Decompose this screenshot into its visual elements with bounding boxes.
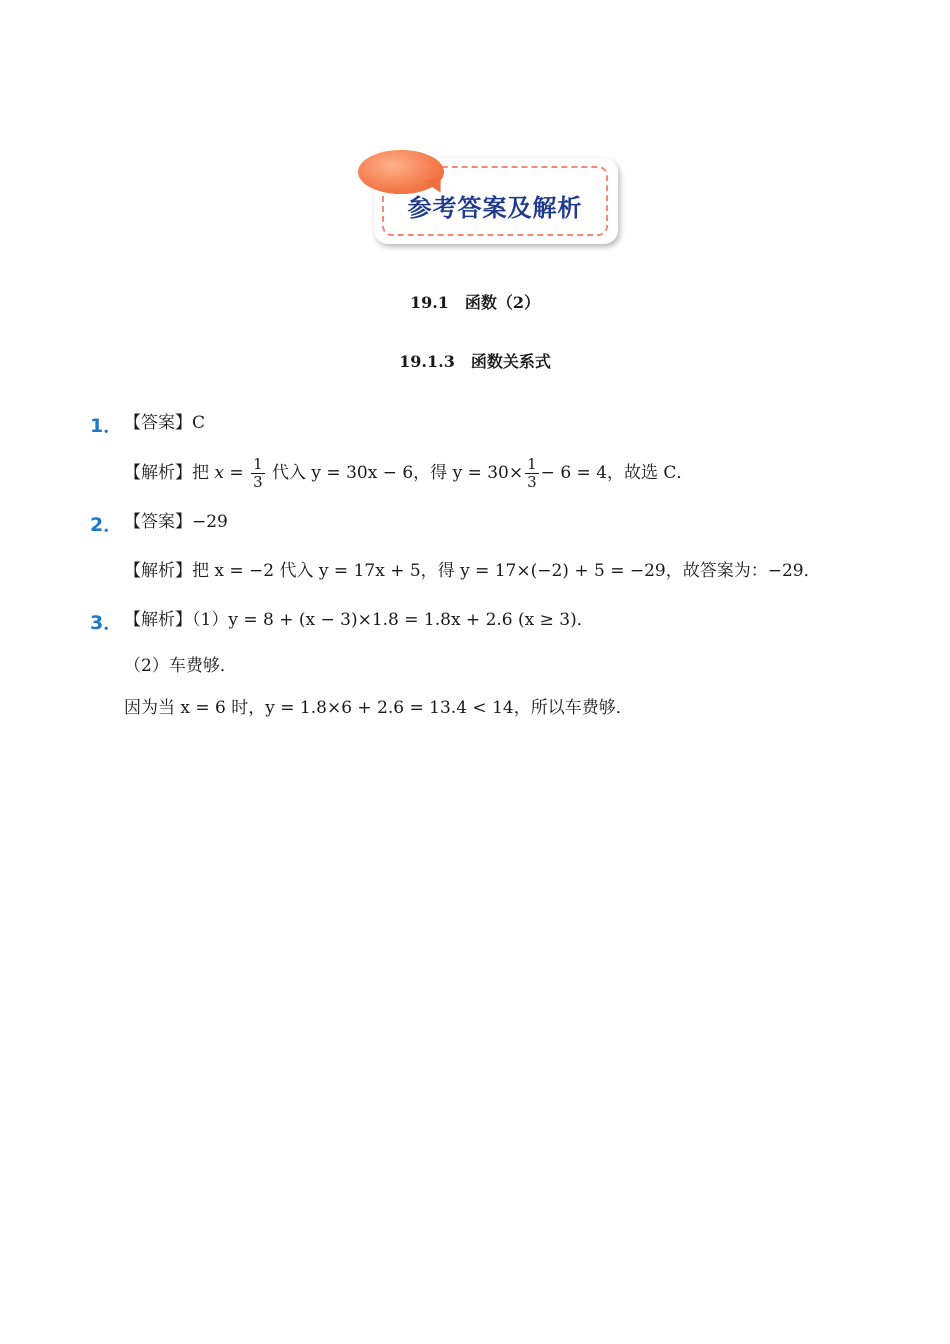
analysis-label: 【解析】	[124, 463, 192, 483]
text: ，得	[420, 561, 461, 581]
math-expression: y = 30x − 6	[311, 463, 414, 483]
math-expression: y = 1.8×6 + 2.6 = 13.4 < 14	[265, 698, 514, 718]
math-expression: − 6 = 4	[540, 463, 608, 483]
analysis-label: 【解析】	[124, 610, 192, 630]
text: ，所以车费够．	[513, 698, 633, 718]
text: ，得	[413, 463, 453, 483]
math-expression: x = 6	[180, 698, 226, 718]
answer-banner	[356, 148, 622, 250]
math-var: x	[214, 463, 224, 483]
question-2-analysis	[124, 559, 821, 583]
text: 因为当	[124, 698, 181, 718]
answer-label: 【答案】	[124, 512, 192, 532]
banner-title: 参考答案及解析	[407, 194, 583, 222]
subsection-heading: 19.1.3 函数关系式	[399, 352, 551, 371]
analysis-label: 【解析】	[124, 561, 192, 581]
fraction-denominator: 3	[253, 473, 263, 491]
text: 代入	[274, 561, 319, 581]
math-expression: y = 30×	[452, 463, 524, 483]
text: 代入	[266, 463, 312, 483]
fraction-numerator: 1	[253, 455, 263, 473]
answer-value: −29	[192, 512, 228, 532]
fraction	[525, 456, 539, 491]
part-label: （1）	[192, 610, 229, 630]
text: ，故选 C．	[607, 463, 694, 483]
math-eq: =	[224, 463, 250, 483]
math-expression: x = −2	[214, 561, 275, 581]
text: 时，	[225, 698, 266, 718]
fraction-numerator: 1	[527, 455, 537, 473]
math-expression: y = 8 + (x − 3)×1.8 = 1.8x + 2.6 (x ≥ 3)	[228, 610, 577, 630]
math-expression: y = 17x + 5	[318, 561, 421, 581]
section-heading: 19.1 函数（2）	[409, 293, 541, 312]
question-2-answer	[124, 510, 228, 534]
math-expression: y = 17×(−2) + 5 = −29	[460, 561, 666, 581]
fraction-denominator: 3	[527, 473, 537, 491]
math-expression: −29	[767, 561, 804, 581]
fraction	[251, 456, 265, 491]
question-2-number: 2．	[90, 514, 123, 536]
question-1-answer	[124, 411, 205, 435]
text: 把	[192, 463, 215, 483]
text: ．	[576, 610, 594, 630]
answer-label: 【答案】	[124, 413, 192, 433]
text: ．	[803, 561, 821, 581]
question-3-part-2: （2）车费够．	[124, 656, 237, 676]
question-3-reason	[124, 696, 633, 720]
answer-value: C	[192, 413, 206, 433]
question-1-number: 1．	[90, 415, 123, 437]
text: ，故答案为：	[665, 561, 768, 581]
text: 把	[192, 561, 215, 581]
question-1-analysis	[124, 456, 693, 491]
question-3-number: 3．	[90, 612, 123, 634]
question-3-analysis	[124, 608, 594, 632]
